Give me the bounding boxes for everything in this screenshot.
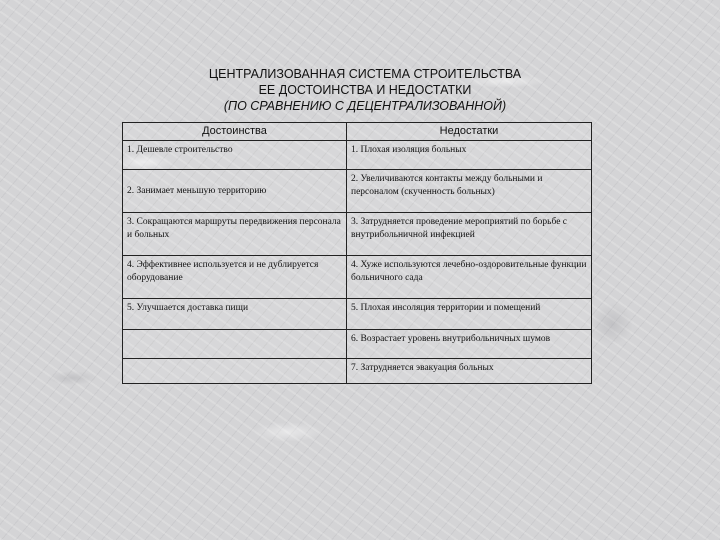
slide-title	[120, 66, 610, 114]
advantage-cell: 5. Улучшается доставка пищи	[123, 299, 347, 330]
disadvantage-cell: 5. Плохая инсоляция территории и помещений	[347, 299, 592, 330]
table-row	[123, 256, 592, 299]
table-row	[123, 170, 592, 213]
disadvantage-cell: 6. Возрастает уровень внутрибольничных шумов	[347, 330, 592, 359]
advantage-cell	[123, 359, 347, 384]
table-row	[123, 330, 592, 359]
advantage-cell: 1. Дешевле строительство	[123, 141, 347, 170]
advantage-cell	[123, 330, 347, 359]
table-row	[123, 359, 592, 384]
title-line-3: (ПО СРАВНЕНИЮ С ДЕЦЕНТРАЛИЗОВАННОЙ)	[223, 99, 507, 113]
comparison-table	[122, 122, 592, 384]
advantage-cell: 4. Эффективнее используется и не дублируется оборудование	[123, 256, 347, 299]
table-header-row	[123, 123, 592, 141]
title-line-2: ЕЕ ДОСТОИНСТВА И НЕДОСТАТКИ	[258, 83, 472, 97]
header-disadvantages: Недостатки	[347, 123, 592, 141]
header-advantages: Достоинства	[123, 123, 347, 141]
disadvantage-cell: 2. Увеличиваются контакты между больными и персоналом (скученность больных)	[347, 170, 592, 213]
disadvantage-cell: 7. Затрудняется эвакуация больных	[347, 359, 592, 384]
table-row	[123, 299, 592, 330]
title-line-1: ЦЕНТРАЛИЗОВАННАЯ СИСТЕМА СТРОИТЕЛЬСТВА	[208, 67, 522, 81]
advantage-cell: 2. Занимает меньшую территорию	[123, 170, 347, 213]
advantage-cell: 3. Сокращаются маршруты передвижения персонала и больных	[123, 213, 347, 256]
disadvantage-cell: 1. Плохая изоляция больных	[347, 141, 592, 170]
disadvantage-cell: 4. Хуже используются лечебно-оздоровительные функции больничного сада	[347, 256, 592, 299]
table-row	[123, 213, 592, 256]
table-row	[123, 141, 592, 170]
disadvantage-cell: 3. Затрудняется проведение мероприятий по борьбе с внутрибольничной инфекцией	[347, 213, 592, 256]
